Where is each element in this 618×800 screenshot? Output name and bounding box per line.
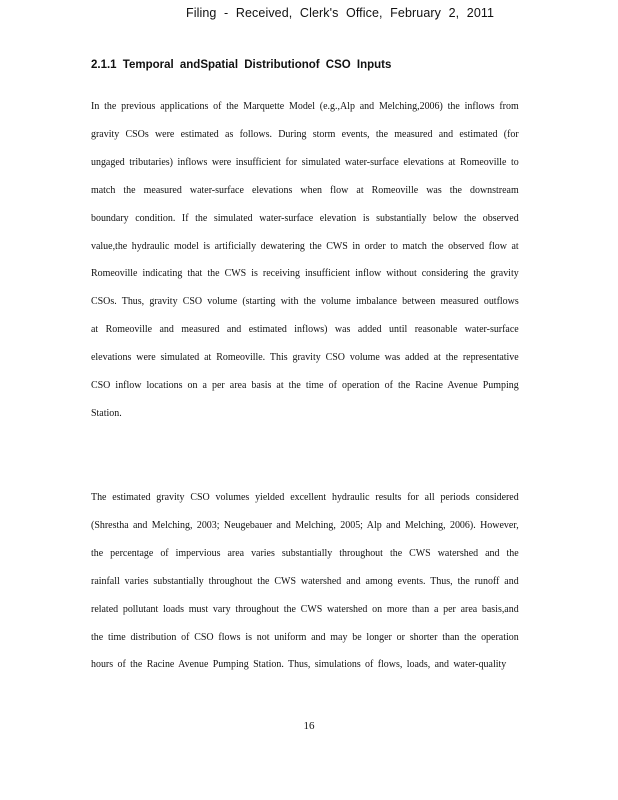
section-heading: 2.1.1 Temporal andSpatial Distributionof CSO Inputs bbox=[91, 59, 392, 71]
body-paragraph-1: In the previous applications of the Marquette Model (e.g.,Alp and Melching,2006) the inflows from gravity CSOs were estimated as follows. During storm events, the measured and estimated (for ungaged tributaries) inflows were insufficient for simulated water-surface elevations at Romeoville to match the measured water-surface elevations when flow at Romeoville was the downstream boundary condition. If the simulated water-surface elevation is substantially below the observed value,the hydraulic model is artificially dewatering the CWS in order to match the observed flow at Romeoville indicating that the CWS is receiving insufficient inflow without considering the gravity CSOs. Thus, gravity CSO volume (starting with the volume imbalance between measured outflows at Romeoville and measured and estimated inflows) was added until reasonable water-surface elevations were simulated at Romeoville. This gravity CSO volume was added at the representative CSO inflow locations on a per area basis at the time of operation of the Racine Avenue Pumping Station. bbox=[91, 101, 519, 419]
filing-header: Filing - Received, Clerk's Office, February 2, 2011 bbox=[186, 6, 495, 20]
page-number: 16 bbox=[303, 720, 315, 732]
body-paragraph-2: The estimated gravity CSO volumes yielded excellent hydraulic results for all periods considered (Shrestha and Melching, 2003; Neugebauer and Melching, 2005; Alp and Melching, 2006). However, the percentage of impervious area varies substantially throughout the CWS watershed and the rainfall varies substantially throughout the CWS watershed and among events. Thus, the runoff and related pollutant loads must vary throughout the CWS watershed on more than a per area basis,and the time distribution of CSO flows is not uniform and may be longer or shorter than the operation hours of the Racine Avenue Pumping Station. Thus, simulations of flows, loads, and water-quality bbox=[91, 492, 519, 671]
